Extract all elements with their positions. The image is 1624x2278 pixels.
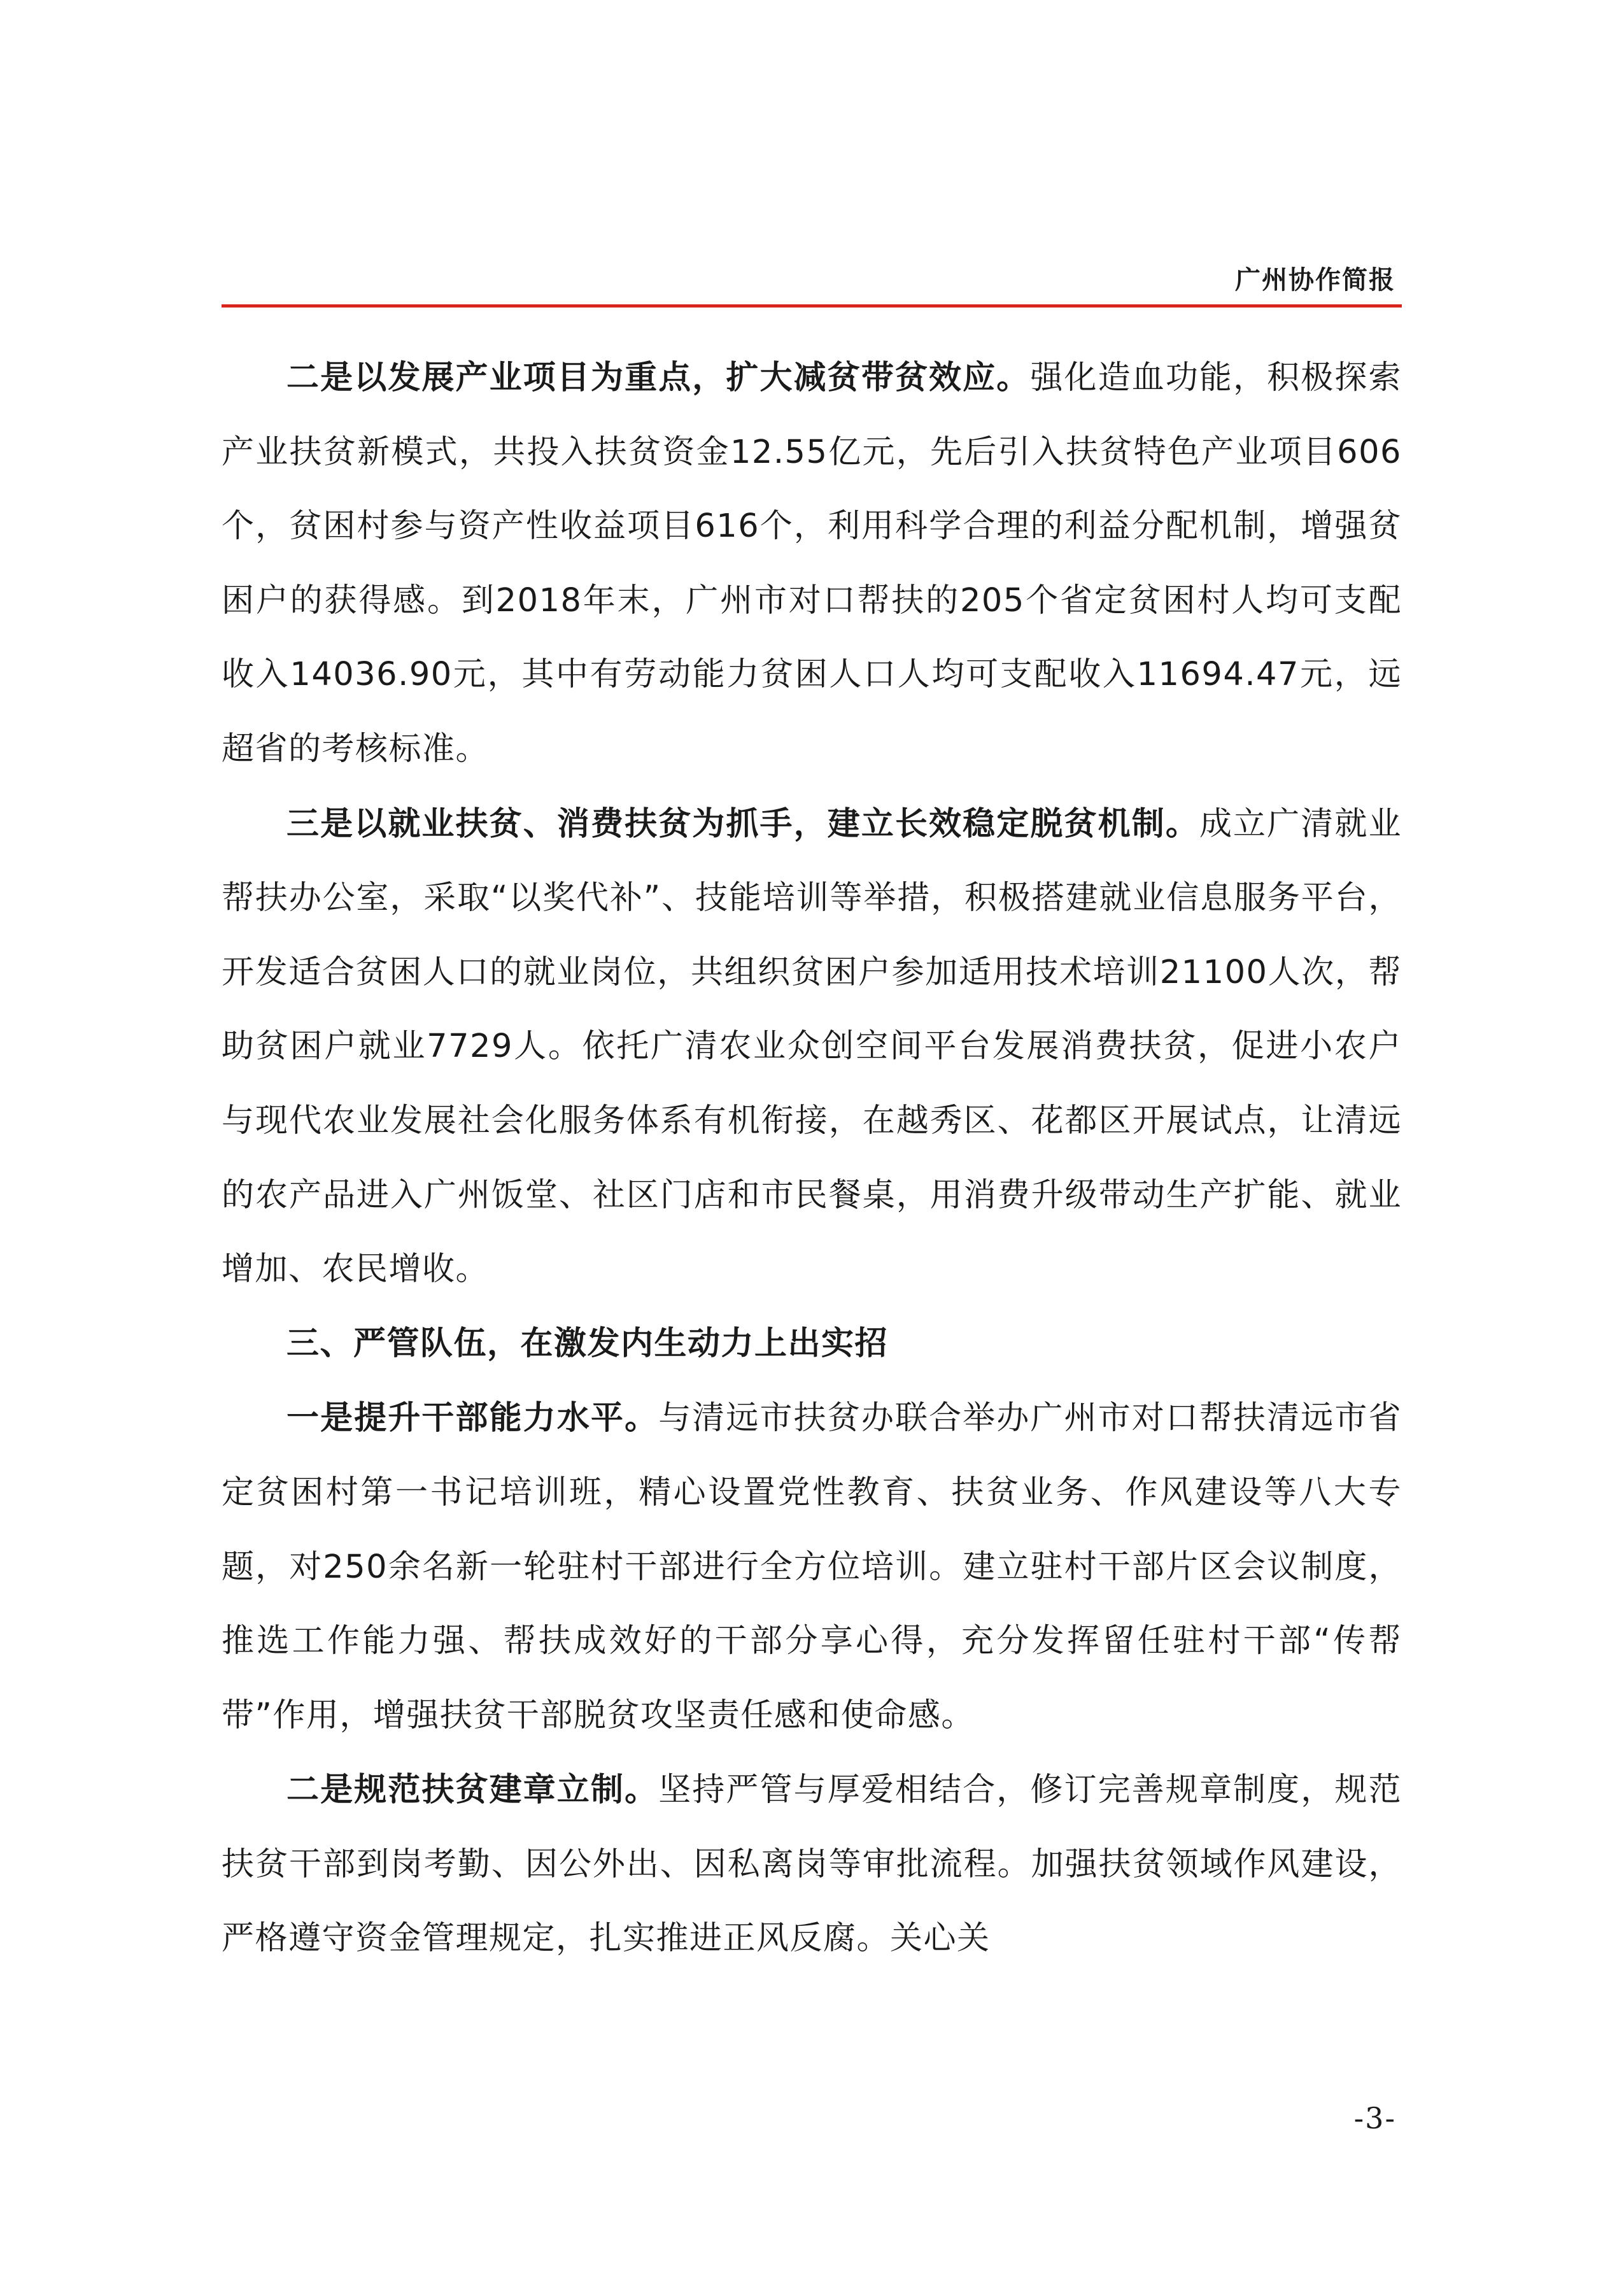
paragraph-employment (222, 787, 1402, 1307)
paragraph-industry (222, 341, 1402, 787)
header-title: 广州协作简报 (1235, 265, 1395, 295)
paragraph-lead: 二是规范扶贫建章立制。 (286, 1771, 659, 1809)
paragraph-text: 成立广清就业帮扶办公室，采取“以奖代补”、技能培训等举措，积极搭建就业信息服务平台，开发适合贫困人口的就业岗位，共组织贫困户参加适用技术培训21100人次，帮助贫困户就业7729人。依托广清农业众创空间平台发展消费扶贫，促进小农户与现代农业发展社会化服务体系有机衔接，在越秀区、花都区开展试点，让清远的农产品进入广州饭堂、社区门店和市民餐桌，用消费升级带动生产扩能、就业增加、农民增收。 (222, 805, 1402, 1289)
paragraph-text: 与清远市扶贫办联合举办广州市对口帮扶清远市省定贫困村第一书记培训班，精心设置党性教育、扶贫业务、作风建设等八大专题，对250余名新一轮驻村干部进行全方位培训。建立驻村干部片区会议制度，推选工作能力强、帮扶成效好的干部分享心得，充分发挥留任驻村干部“传帮带”作用，增强扶贫干部脱贫攻坚责任感和使命感。 (222, 1399, 1402, 1734)
section-heading: 三、严管队伍，在激发内生动力上出实招 (286, 1324, 889, 1362)
paragraph-lead: 三是以就业扶贫、消费扶贫为抓手，建立长效稳定脱贫机制。 (286, 804, 1199, 843)
paragraph-lead: 一是提升干部能力水平。 (286, 1399, 659, 1438)
paragraph-regulations (222, 1753, 1402, 1976)
paragraph-text: 强化造血功能，积极探索产业扶贫新模式，共投入扶贫资金12.55亿元，先后引入扶贫特色产业项目606个，贫困村参与资产性收益项目616个，利用科学合理的利益分配机制，增强贫困户的获得感。到2018年末，广州市对口帮扶的205个省定贫困村人均可支配收入14036.90元，其中有劳动能力贫困人口人均可支配收入11694.47元，远超省的考核标准。 (222, 359, 1402, 768)
paragraph-lead: 二是以发展产业项目为重点，扩大减贫带贫效应。 (286, 358, 1031, 397)
document-body (222, 341, 1402, 1976)
paragraph-text: 坚持严管与厚爱相结合，修订完善规章制度，规范扶贫干部到岗考勤、因公外出、因私离岗等审批流程。加强扶贫领域作风建设，严格遵守资金管理规定，扎实推进正风反腐。关心关 (222, 1771, 1402, 1958)
page-number: -3- (1353, 2101, 1396, 2135)
paragraph-cadre-ability (222, 1381, 1402, 1753)
header-divider (222, 304, 1402, 308)
